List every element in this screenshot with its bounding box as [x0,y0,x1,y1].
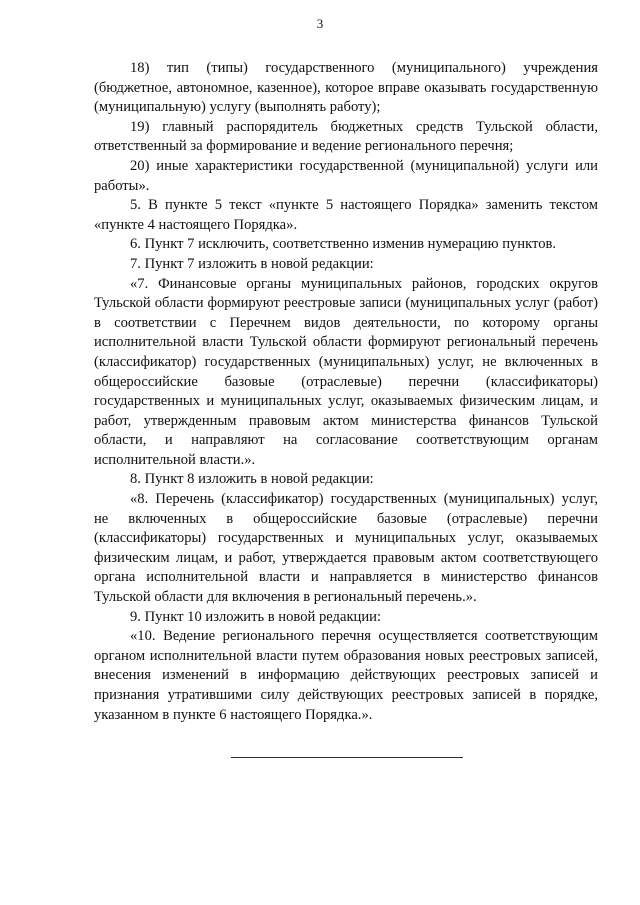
paragraph-item-18: 18) тип (типы) государственного (муниципального) учреждения (бюджетное, автономное, казенное), которое вправе оказывать государственную (муниципальную) услугу (выполнять работу); [94,60,598,116]
paragraph-item-20: 20) иные характеристики государственной (муниципальной) услуги или работы». [94,157,598,194]
end-divider [231,757,463,758]
paragraph-item-19: 19) главный распорядитель бюджетных средств Тульской области, ответственный за формирование и ведение регионального перечня; [94,118,598,155]
paragraph-point-8-text: «8. Перечень (классификатор) государственных (муниципальных) услуг, не включенных в общероссийские базовые (отраслевые) перечни (классификаторы) государственных и муниципальных услуг, оказываемых физическим лицам, и работ, утверждается правовым актом соответствующего органа исполнительной власти и направляется в министерство финансов Тульской области для включения в региональный перечень.». [94,491,598,606]
document-body [94,59,598,725]
paragraph-point-9: 9. Пункт 10 изложить в новой редакции: [130,608,382,625]
page-number: 3 [316,16,324,31]
paragraph-point-7-text: «7. Финансовые органы муниципальных районов, городских округов Тульской области формируют реестровые записи (муниципальных услуг (работ) в соответствии с Перечнем видов деятельности, по которому органы исполнительной власти Тульской области формируют региональный перечень (классификатор) государственных (муниципальных) услуг, не включенных в общероссийские базовые (отраслевые) перечни (классификаторы) государственных и муниципальных услуг, оказываемых физическим лицам, и работ, утвержденным правовым актом министерства финансов Тульской области, и направляют на согласование соответствующим органам исполнительной власти.». [94,275,598,468]
paragraph-point-10-text: «10. Ведение регионального перечня осуществляется соответствующим органом исполнительной власти путем образования новых реестровых записей, внесения изменений в информацию действующих реестровых записей и признания утратившими силу действующих реестровых записей в порядке, указанном в пункте 6 настоящего Порядка.». [94,628,598,723]
paragraph-point-6: 6. Пункт 7 исключить, соответственно изменив нумерацию пунктов. [130,236,557,253]
paragraph-point-8: 8. Пункт 8 изложить в новой редакции: [130,471,374,488]
paragraph-point-5: 5. В пункте 5 текст «пункте 5 настоящего Порядка» заменить текстом «пункте 4 настоящего Порядка». [94,197,598,233]
paragraph-point-7: 7. Пункт 7 изложить в новой редакции: [130,255,374,272]
